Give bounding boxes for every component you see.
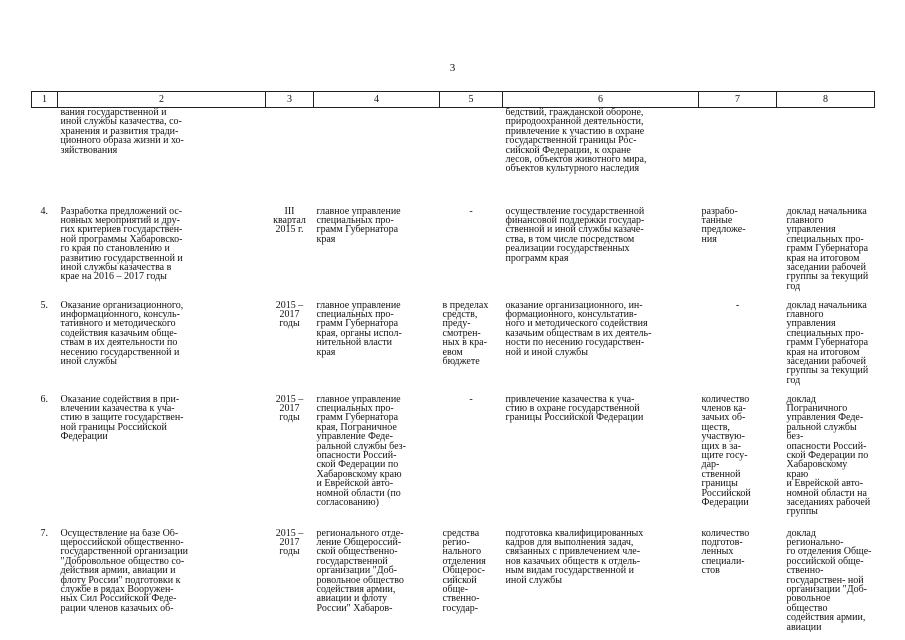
table-row [32,108,875,207]
deadline-cell: III квартал 2015 г. [273,206,306,236]
responsible-cell: главное управление специальных про- грамм Губернатора края, органы испол- нительной власти края [316,300,402,358]
header-col-3: 3 [266,92,314,108]
row-number: 4. [40,206,48,217]
result-cell: осуществление государственной финансовой поддержки государ- ственной и иной службы казаче- ства, в том числе посредством реализации государственных программ края [505,206,645,264]
result-cell: подготовка квалифицированных кадров для выполнения задач, связанных с привлечением чле- нов казачьих обществ к отдель- ным видам государственной и иной службы [505,528,644,586]
funding-cell: средства регио- нального отделения Общерос- сийской обще- ственно- государ- [442,528,486,614]
responsible-cell: регионального отде- ление Общероссий- ской общественно- государственной организации "Доб- ровольное общество содействия армии, авиации и флоту России" Хабаров- [316,528,404,614]
indicator-cell: количество членов ка- зачьих об- ществ, участвую- щих в за- щите госу- дар- ственной границы Российской Федерации [701,394,751,508]
row-number: 7. [40,528,48,539]
table-row [32,207,875,301]
result-cell: бедствий, гражданской обороне, природоохранной деятельности, привлечение к участию в охране государственной границы Рос- сийской Федерации, к охране лесов, объектов животного мира, объектов культурного наследия [505,107,647,175]
header-col-7: 7 [699,92,777,108]
deadline-cell: 2015 – 2017 годы [275,394,304,424]
deadline-cell: 2015 – 2017 годы [275,300,304,330]
indicator-cell [699,108,777,207]
measure-cell: Оказание содействия в при- влечении казачества к уча- стию в защите государствен- ной границы Российской Федерации [60,394,184,443]
header-col-2: 2 [58,92,266,108]
deadline-cell: 2015 – 2017 годы [275,528,304,558]
responsible-cell [314,108,440,207]
indicator-cell: количество подготов- ленных специали- стов [701,528,750,577]
measure-cell: Оказание организационного, информационного, консуль- тативного и методического содействия казачьим обще- ствам в их деятельности по несению государственной и иной службы [60,300,184,367]
report-cell: доклад начальника главного управления специальных про- грамм Губернатора края на итоговом заседании рабочей группы за текущий год [786,300,869,386]
header-col-8: 8 [777,92,875,108]
row-number: 6. [40,394,48,405]
header-col-4: 4 [314,92,440,108]
measure-cell: Разработка предложений ос- новных мероприятий и дру- гих критериев государствен- ной программы Хабаровско- го края по становлению и развитию государственной и иной службы казачества в крае на 2016 – 2017 годы [60,206,183,283]
measure-cell: Осуществление на базе Об- щероссийской общественно- государственной организации "Добровольное общество со- действия армии, авиации и флоту России" подготовки к службе в рядах Вооружен- ных Сил Российской Феде- рации членов казачьих об- [60,528,188,614]
funding-cell: - [469,394,473,405]
result-cell: привлечение казачества к уча- стию в охране государственной границы Российской Федерации [505,394,644,424]
header-col-1: 1 [32,92,58,108]
header-row [32,92,875,108]
funding-cell: в пределах средств, преду- смотрен- ных в кра- евом бюджете [442,300,489,367]
report-cell: доклад начальника главного управления специальных про- грамм Губернатора края на итоговом заседании рабочей группы за текущий год [786,206,869,292]
plan-table [31,91,875,632]
table-row [32,301,875,395]
page-number: 3 [449,62,456,74]
report-cell [777,108,875,207]
measure-cell: вания государственной и иной службы казачества, со- хранения и развития тради- ционного образа жизни и хо- зяйствования [60,107,184,156]
table-row [32,395,875,529]
row-number: 5. [40,300,48,311]
responsible-cell: главное управление специальных про- грамм Губернатора края, Пограничное управление Феде- ральной службы без- опасности Россий- ской Федерации по Хабаровскому краю и Еврейской авто- номной области (по согласованию) [316,394,406,508]
row-number [32,108,58,207]
indicator-cell: разрабо- танные предложе- ния [701,206,746,245]
header-col-5: 5 [440,92,503,108]
table-row [32,529,875,632]
indicator-cell: - [735,300,740,311]
funding-cell: - [469,206,473,217]
result-cell: оказание организационного, ин- формационного, консультатив- ного и методического содействия казачьим обществам в их деятель- ности по несению государствен- ной и иной службы [505,300,652,358]
header-col-6: 6 [503,92,699,108]
report-cell: доклад Пограничного управления Феде- ральной службы без- опасности Россий- ской Федерации по Хабаровскому краю и Еврейской авто- номной области на заседаниях рабочей группы [786,394,871,518]
table-header [32,92,875,108]
responsible-cell: главное управление специальных про- грамм Губернатора края [316,206,401,245]
funding-cell [440,108,503,207]
report-cell: доклад регионально- го отделения Обще- российской обще- ственно- государствен- ной организации "Доб- ровольное общество содействия армии, авиации [786,528,872,632]
deadline-cell [266,108,314,207]
